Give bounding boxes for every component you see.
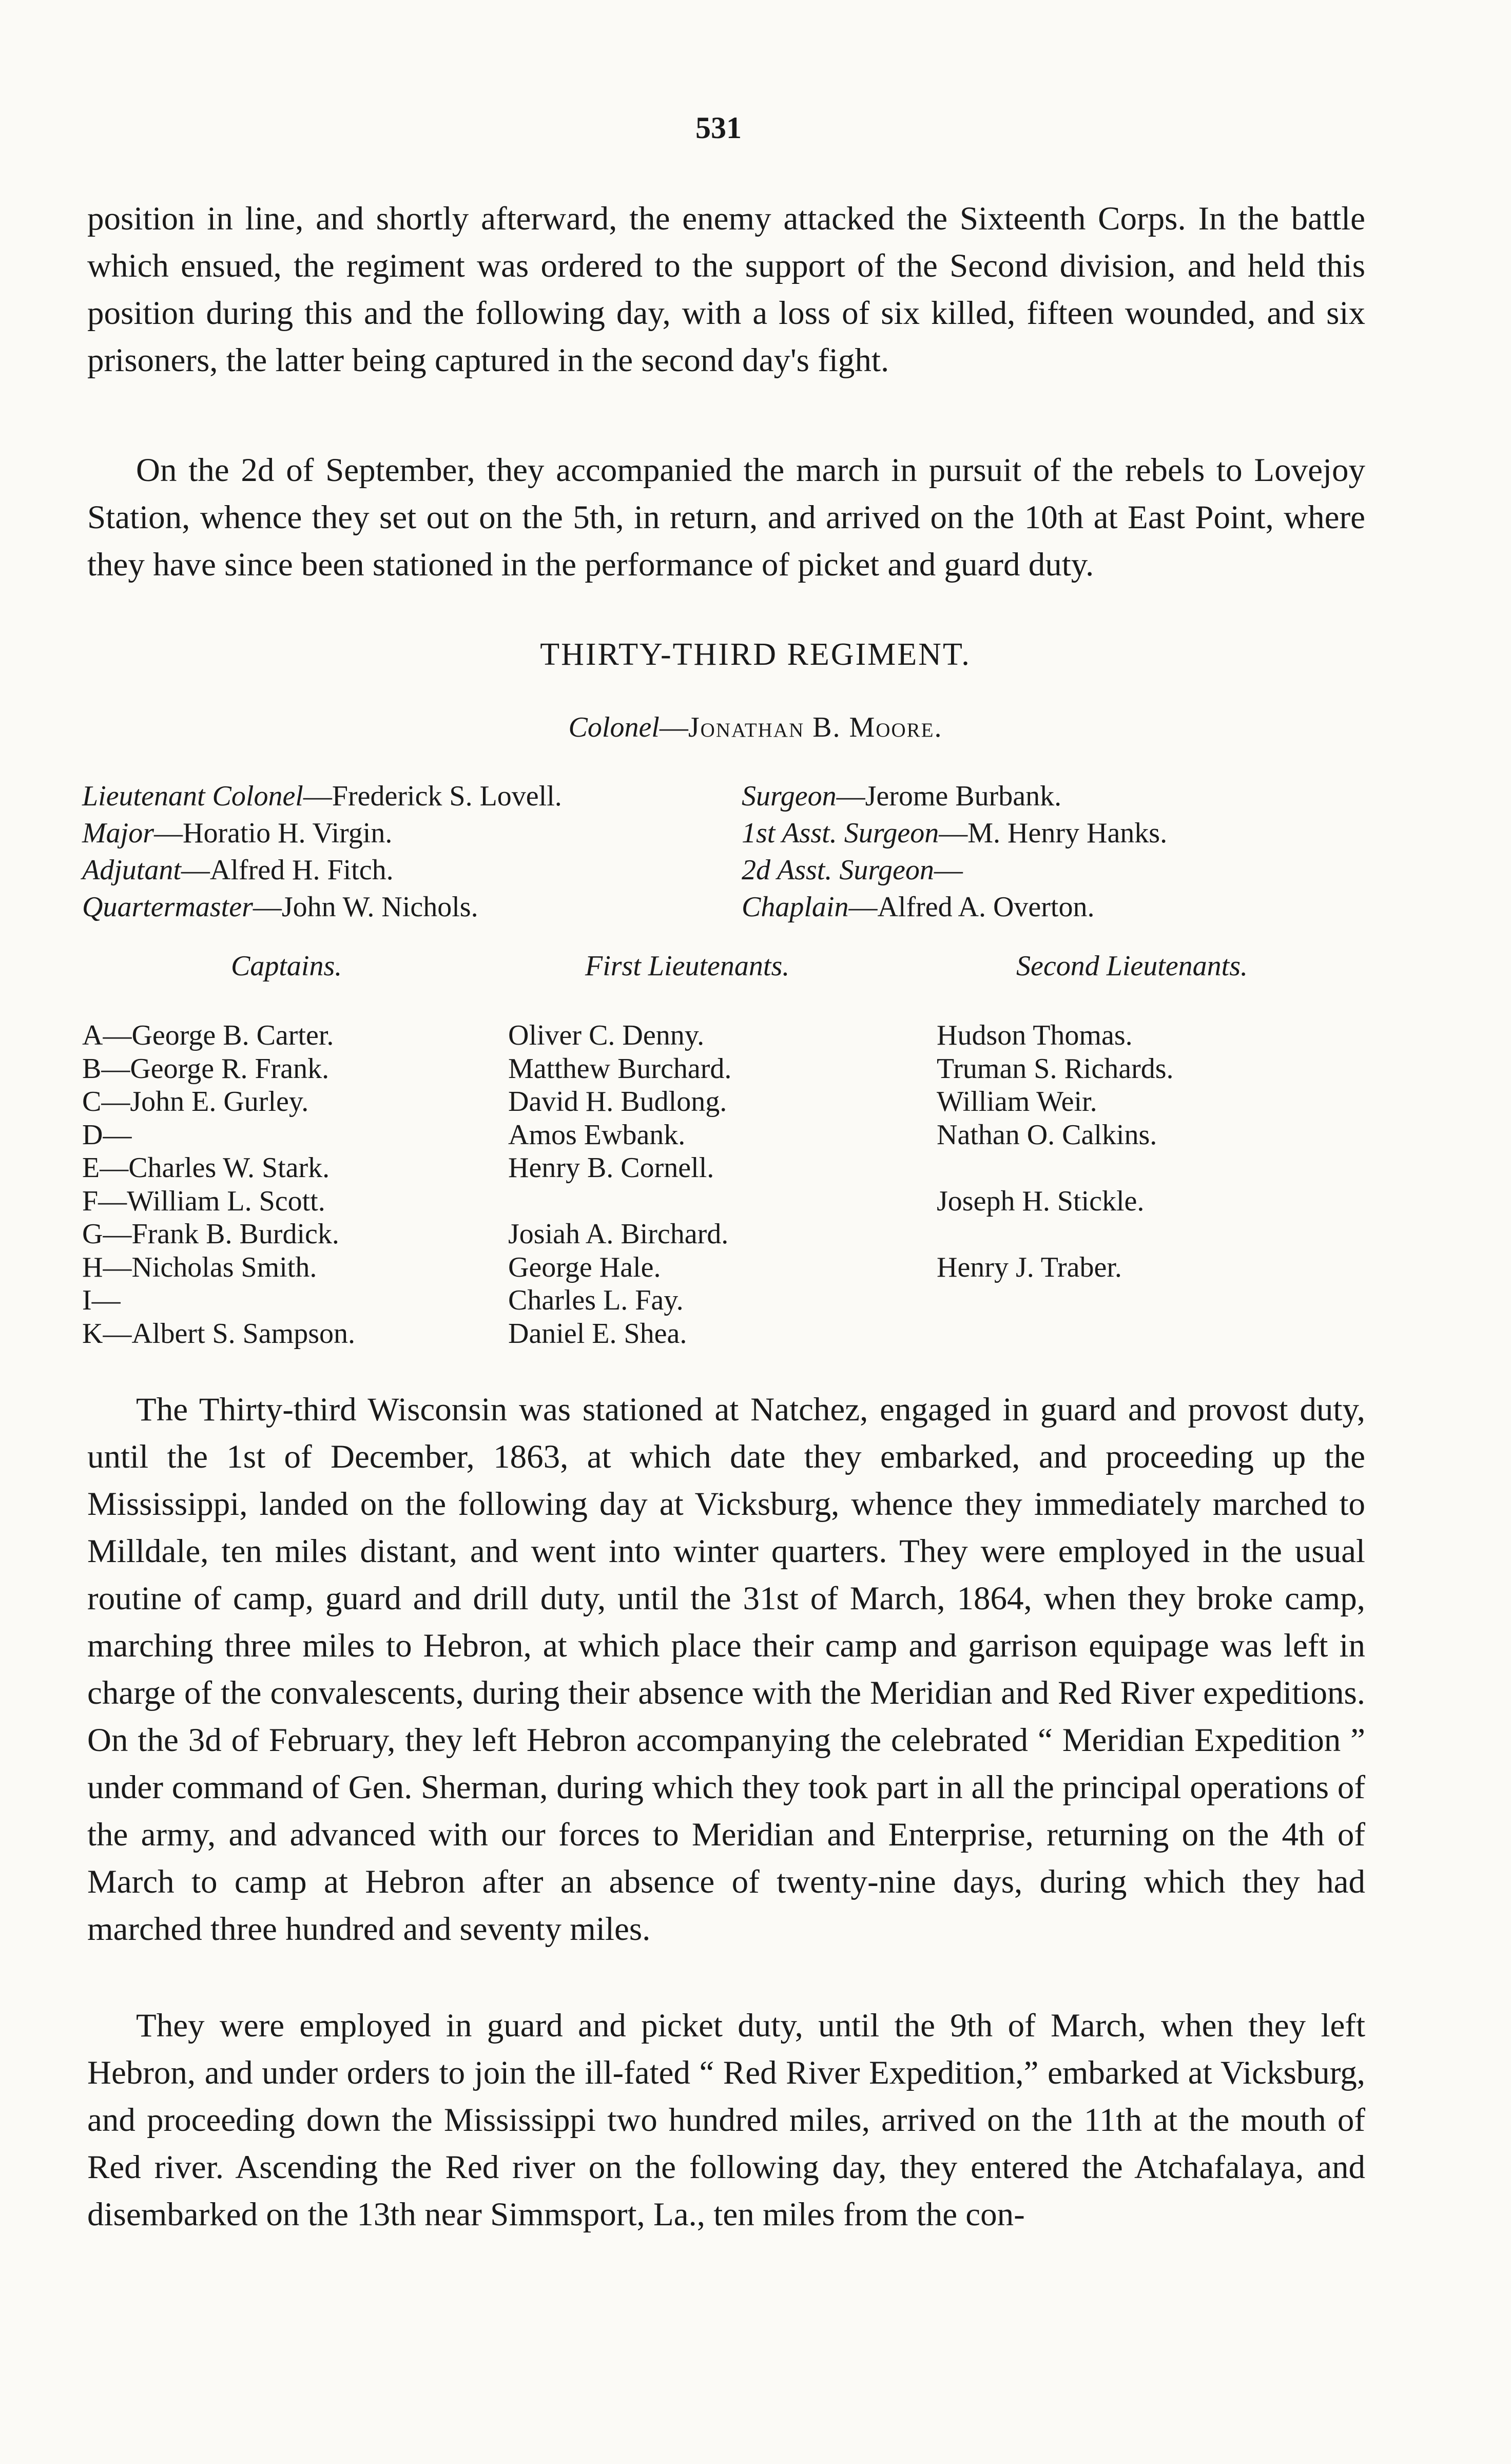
officer-name: John W. Nichols.: [281, 891, 478, 923]
first-lieutenant-cell: Matthew Burchard.: [508, 1052, 732, 1085]
officer-entry: Lieutenant Colonel—Frederick S. Lovell.: [82, 780, 562, 812]
captain-cell: C—John E. Gurley.: [82, 1086, 309, 1118]
officer-entry: Adjutant—Alfred H. Fitch.: [82, 854, 394, 886]
company-row: [82, 1251, 1437, 1284]
first-lieutenant-cell: Josiah A. Birchard.: [508, 1218, 729, 1250]
officer-name: Frederick S. Lovell.: [332, 780, 562, 812]
officer-title: Chaplain: [742, 891, 849, 923]
first-lieutenant-cell: George Hale.: [508, 1251, 661, 1283]
officer-title: Major: [82, 817, 154, 849]
officer-entry: 2d Asst. Surgeon—: [742, 854, 963, 886]
officer-name: Jerome Burbank.: [865, 780, 1062, 812]
officer-title: Quartermaster: [82, 891, 253, 923]
page-number: 531: [695, 111, 742, 145]
captain-cell: I—: [82, 1284, 121, 1316]
officers-left-column: [82, 778, 724, 926]
officer-title: 1st Asst. Surgeon: [742, 817, 939, 849]
company-row: [82, 1019, 1437, 1052]
officer-entry: Major—Horatio H. Virgin.: [82, 817, 393, 849]
officer-name: Horatio H. Virgin.: [183, 817, 393, 849]
paragraph-4: They were employed in guard and picket duty, until the 9th of March, when they left Hebron, and under orders to join the ill-fated “ Red River Expedition,” embarked at Vicksburg, and proceeding down the Mississippi two hundred miles, arrived on the 11th at the mouth of Red river. Ascending the Red river on the following day, they entered the Atchafalaya, and disembarked on the 13th near Simmsport, La., ten miles from the con-: [87, 2007, 1365, 2233]
second-lieutenant-cell: Truman S. Richards.: [937, 1052, 1174, 1085]
officers-right-column: [742, 778, 1409, 926]
first-lieutenant-cell: Oliver C. Denny.: [508, 1019, 705, 1051]
colonel-line: Colonel—Jonathan B. Moore.: [568, 711, 943, 743]
officer-title: 2d Asst. Surgeon: [742, 854, 934, 886]
company-row: [82, 1317, 1437, 1351]
second-lieutenant-cell: Nathan O. Calkins.: [937, 1119, 1157, 1151]
second-lieutenant-cell: Joseph H. Stickle.: [937, 1185, 1145, 1217]
officer-name: Alfred A. Overton.: [877, 891, 1095, 923]
captain-cell: H—Nicholas Smith.: [82, 1251, 317, 1283]
paragraph-1: position in line, and shortly afterward, the enemy attacked the Sixteenth Corps. In the battle which ensued, the regiment was ordered to the support of the Second division, and held this position during this and the following day, with a loss of six killed, fifteen wounded, and six prisoners, the latter being captured in the second day's fight.: [87, 200, 1365, 379]
second-lieutenants-header: Second Lieutenants.: [1016, 950, 1248, 982]
colonel-name: Jonathan B. Moore.: [688, 711, 943, 743]
first-lieutenant-cell: David H. Budlong.: [508, 1086, 727, 1118]
officer-title: Lieutenant Colonel: [82, 780, 303, 812]
second-lieutenant-cell: Hudson Thomas.: [937, 1019, 1133, 1051]
first-lieutenant-cell: Charles L. Fay.: [508, 1284, 684, 1316]
officer-entry: Chaplain—Alfred A. Overton.: [742, 891, 1095, 923]
second-lieutenant-cell: William Weir.: [937, 1086, 1097, 1118]
officer-name: M. Henry Hanks.: [967, 817, 1168, 849]
second-lieutenant-cell: Henry J. Traber.: [937, 1251, 1122, 1283]
colonel-title: Colonel: [568, 711, 660, 743]
paragraph-3: The Thirty-third Wisconsin was stationed at Natchez, engaged in guard and provost duty, until the 1st of December, 1863, at which date they embarked, and proceeding up the Mississippi, landed on the following day at Vicksburg, whence they immediately marched to Milldale, ten miles distant, and went into winter quarters. They were employed in the usual routine of camp, guard and drill duty, until the 31st of March, 1864, when they broke camp, marching three miles to Hebron, at which place their camp and garrison equipage was left in charge of the convalescents, during their absence with the Meridian and Red River expeditions. On the 3d of February, they left Hebron accompanying the celebrated “ Meridian Expedition ” under command of Gen. Sherman, during which they took part in all the principal operations of the army, and advanced with our forces to Meridian and Enterprise, returning on the 4th of March to camp at Hebron after an absence of twenty-nine days, during which they had marched three hundred and seventy miles.: [87, 1391, 1365, 1948]
officer-title: Adjutant: [82, 854, 181, 886]
company-row: [82, 1218, 1437, 1251]
company-row: [82, 1119, 1437, 1152]
officer-entry: Quartermaster—John W. Nichols.: [82, 891, 478, 923]
paragraph-2: On the 2d of September, they accompanied the march in pursuit of the rebels to Lovejoy Station, whence they set out on the 5th, in return, and arrived on the 10th at East Point, where they have since been stationed in the performance of picket and guard duty.: [87, 452, 1365, 583]
company-officers-table: [82, 1019, 1437, 1350]
captain-cell: D—: [82, 1119, 132, 1151]
first-lieutenant-cell: Daniel E. Shea.: [508, 1317, 687, 1350]
officer-entry: 1st Asst. Surgeon—M. Henry Hanks.: [742, 817, 1168, 849]
company-row: [82, 1052, 1437, 1086]
captains-header: Captains.: [231, 950, 342, 982]
officer-title: Surgeon: [742, 780, 837, 812]
regiment-heading: THIRTY-THIRD REGIMENT.: [540, 637, 971, 672]
officer-entry: Surgeon—Jerome Burbank.: [742, 780, 1062, 812]
captain-cell: A—George B. Carter.: [82, 1019, 334, 1051]
company-row: [82, 1185, 1437, 1218]
captain-cell: G—Frank B. Burdick.: [82, 1218, 339, 1250]
first-lieutenants-header: First Lieutenants.: [585, 950, 790, 982]
first-lieutenant-cell: Amos Ewbank.: [508, 1119, 686, 1151]
company-row: [82, 1151, 1437, 1185]
captain-cell: B—George R. Frank.: [82, 1052, 330, 1085]
company-row: [82, 1085, 1437, 1119]
officer-name: Alfred H. Fitch.: [209, 854, 394, 886]
company-row: [82, 1284, 1437, 1317]
captain-cell: E—Charles W. Stark.: [82, 1152, 330, 1184]
captain-cell: K—Albert S. Sampson.: [82, 1317, 355, 1350]
captain-cell: F—William L. Scott.: [82, 1185, 325, 1217]
first-lieutenant-cell: Henry B. Cornell.: [508, 1152, 714, 1184]
